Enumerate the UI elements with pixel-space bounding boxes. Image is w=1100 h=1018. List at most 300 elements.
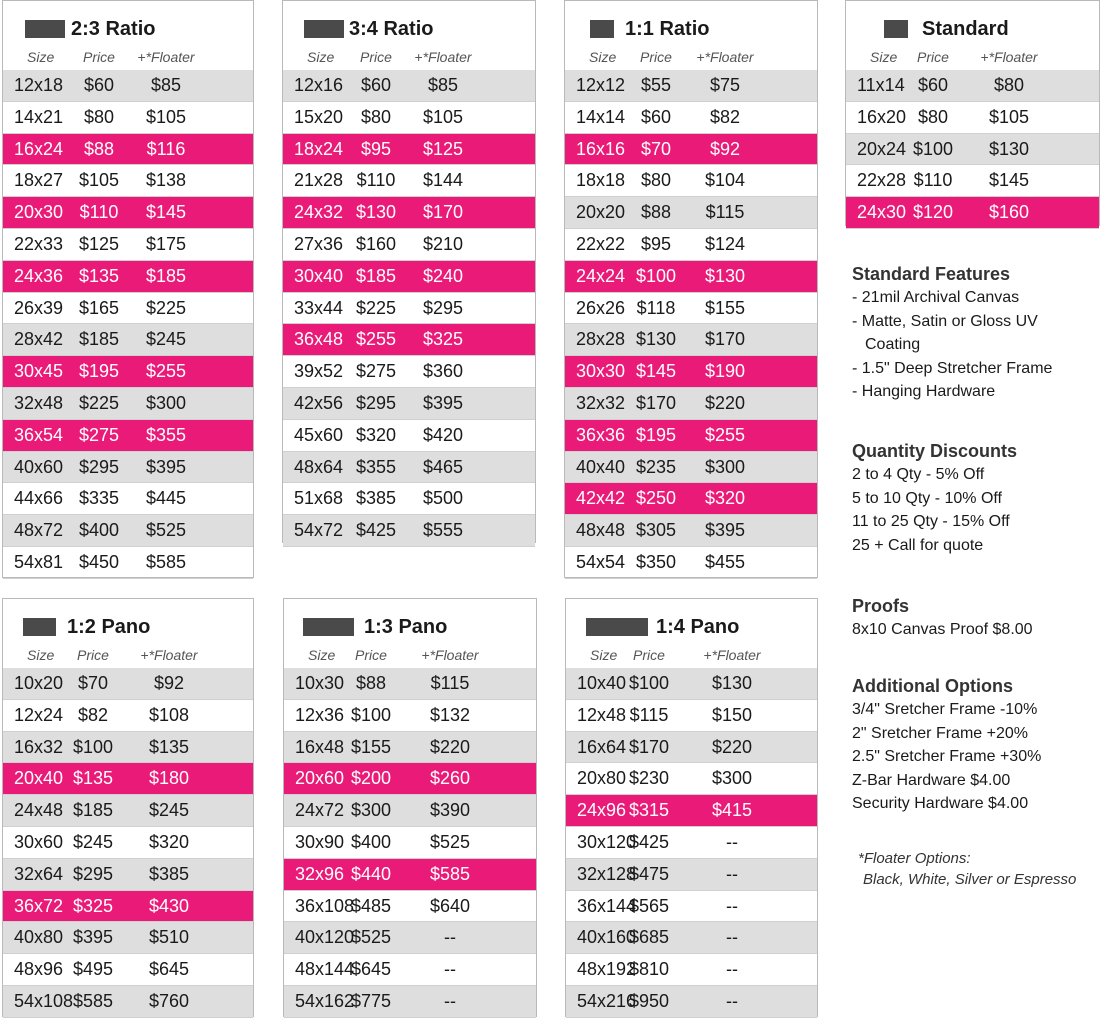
- price-cell: $225: [355, 297, 397, 318]
- price-cell: $425: [355, 520, 397, 541]
- size-cell: 18x27: [14, 170, 64, 191]
- table-row: [283, 229, 535, 261]
- size-cell: 42x42: [576, 488, 626, 509]
- table-row: [565, 70, 817, 102]
- price-cell: $950: [628, 990, 670, 1011]
- table-row: [283, 388, 535, 420]
- price-cell: $125: [78, 233, 120, 254]
- table-row: [565, 261, 817, 293]
- floater-cell: $415: [711, 800, 753, 821]
- title-swatch-icon: [25, 20, 65, 38]
- size-cell: 18x18: [576, 170, 626, 191]
- price-cell: $135: [78, 265, 120, 286]
- size-cell: 20x30: [14, 202, 64, 223]
- header-size: Size: [27, 49, 55, 65]
- table-row: [565, 452, 817, 484]
- option-item: 2" Sretcher Frame +20%: [852, 724, 1028, 742]
- header-size: Size: [27, 647, 55, 663]
- floater-cell: $190: [704, 361, 746, 382]
- floater-cell: $320: [704, 488, 746, 509]
- floater-cell: $138: [145, 170, 187, 191]
- price-cell: $200: [350, 768, 392, 789]
- floater-cell: $245: [145, 329, 187, 350]
- floater-cell: $144: [422, 170, 464, 191]
- size-cell: 36x36: [576, 424, 626, 445]
- feature-item: - Hanging Hardware: [852, 383, 996, 400]
- table-title-text: 1:4 Pano: [656, 616, 740, 638]
- floater-cell: --: [726, 831, 738, 852]
- price-cell: $295: [78, 456, 120, 477]
- table-row: [566, 763, 817, 795]
- size-cell: 14x21: [14, 106, 64, 127]
- table-row: [566, 954, 817, 986]
- floater-cell: $455: [704, 551, 746, 572]
- proofs-title: Proofs: [852, 596, 910, 616]
- floater-cell: $80: [993, 75, 1025, 95]
- title-swatch-icon: [586, 618, 648, 636]
- size-cell: 24x96: [577, 800, 627, 821]
- size-cell: 20x40: [14, 768, 64, 789]
- size-cell: 10x30: [295, 673, 345, 693]
- table-row: [283, 165, 535, 197]
- table-row: [565, 388, 817, 420]
- table-row: [284, 700, 536, 732]
- floater-cell: $430: [148, 895, 190, 916]
- size-cell: 12x12: [576, 75, 626, 95]
- header-floater: +*Floater: [414, 49, 472, 65]
- size-cell: 22x22: [576, 233, 626, 254]
- floater-cell: $260: [429, 768, 471, 789]
- size-cell: 54x162: [295, 990, 355, 1011]
- header-price: Price: [83, 49, 115, 65]
- price-cell: $82: [77, 704, 109, 725]
- price-cell: $250: [635, 488, 677, 509]
- table-title: [283, 15, 535, 43]
- table-title-text: 2:3 Ratio: [71, 18, 156, 40]
- price-cell: $585: [72, 990, 114, 1011]
- size-cell: 12x24: [14, 704, 64, 725]
- table-row: [565, 483, 817, 515]
- table-row: [3, 668, 253, 700]
- table-row: [283, 420, 535, 452]
- header-price: Price: [360, 49, 392, 65]
- discount-item: 25 + Call for quote: [852, 536, 984, 554]
- price-cell: $350: [635, 551, 677, 572]
- size-cell: 33x44: [294, 297, 344, 318]
- table-row: [284, 763, 536, 795]
- price-cell: $255: [355, 329, 397, 350]
- table-row: [284, 732, 536, 764]
- price-cell: $145: [635, 361, 677, 382]
- floater-cell: $104: [704, 170, 746, 191]
- table-row: [3, 483, 253, 515]
- table-row: [565, 547, 817, 579]
- floater-cell: $155: [704, 297, 746, 318]
- size-cell: 54x72: [294, 520, 344, 541]
- size-cell: 40x40: [576, 456, 626, 477]
- table-row: [3, 763, 253, 795]
- table-row: [284, 986, 536, 1018]
- floater-cell: $130: [704, 265, 746, 286]
- floater-cell: $445: [145, 488, 187, 509]
- floater-cell: --: [726, 990, 738, 1011]
- table-row: [3, 229, 253, 261]
- price-cell: $88: [83, 138, 115, 159]
- table-row: [565, 229, 817, 261]
- floater-cell: $385: [148, 863, 190, 884]
- price-cell: $495: [72, 959, 114, 980]
- floater-cell: $170: [422, 202, 464, 223]
- table-row: [283, 102, 535, 134]
- price-cell: $295: [72, 863, 114, 884]
- floater-cell: $125: [422, 138, 464, 159]
- table-row: [3, 102, 253, 134]
- floater-cell: $585: [429, 863, 471, 884]
- price-cell: $100: [635, 265, 677, 286]
- header-floater: +*Floater: [696, 49, 754, 65]
- table-row: [566, 986, 817, 1018]
- price-cell: $320: [355, 424, 397, 445]
- size-cell: 48x64: [294, 456, 344, 477]
- table-row: [284, 922, 536, 954]
- size-cell: 16x20: [857, 106, 907, 127]
- quantity-discounts-section: [852, 439, 1100, 557]
- price-cell: $185: [355, 265, 397, 286]
- table-header: [283, 45, 535, 69]
- table-row: [566, 700, 817, 732]
- size-cell: 16x32: [14, 736, 64, 757]
- size-cell: 21x28: [294, 170, 344, 191]
- floater-cell: $395: [704, 520, 746, 541]
- price-cell: $195: [78, 361, 120, 382]
- price-cell: $130: [355, 202, 397, 223]
- table-header: [3, 643, 253, 667]
- table-title: [566, 613, 817, 641]
- price-cell: $80: [83, 106, 115, 127]
- price-cell: $235: [635, 456, 677, 477]
- standard-features-title: Standard Features: [852, 264, 1011, 284]
- floater-cell: $525: [429, 831, 471, 852]
- floater-cell: $130: [988, 138, 1030, 159]
- size-cell: 16x16: [576, 138, 626, 159]
- floater-cell: $85: [427, 75, 459, 95]
- size-cell: 48x192: [577, 959, 637, 980]
- floater-cell: $185: [145, 265, 187, 286]
- table-row: [565, 515, 817, 547]
- table-row: [565, 134, 817, 166]
- floater-cell: $175: [145, 233, 187, 254]
- table-row: [3, 547, 253, 579]
- table-row: [3, 356, 253, 388]
- table-title: [565, 15, 817, 43]
- title-swatch-icon: [303, 618, 354, 636]
- size-cell: 22x28: [857, 170, 907, 191]
- price-cell: $315: [628, 800, 670, 821]
- size-cell: 22x33: [14, 233, 64, 254]
- price-cell: $225: [78, 392, 120, 413]
- size-cell: 12x18: [14, 75, 64, 95]
- price-table: [565, 598, 818, 1017]
- table-row: [3, 827, 253, 859]
- price-cell: $165: [78, 297, 120, 318]
- floater-cell: $555: [422, 520, 464, 541]
- table-row: [3, 70, 253, 102]
- title-swatch-icon: [590, 20, 614, 38]
- floater-cell: $325: [422, 329, 464, 350]
- floater-cell: $92: [709, 138, 741, 159]
- floater-cell: $245: [148, 800, 190, 821]
- feature-item: Coating: [865, 336, 921, 353]
- floater-cell: $640: [429, 895, 471, 916]
- size-cell: 12x48: [577, 704, 627, 725]
- size-cell: 36x54: [14, 424, 64, 445]
- size-cell: 20x24: [857, 138, 907, 159]
- price-cell: $100: [628, 673, 670, 693]
- size-cell: 10x40: [577, 673, 627, 693]
- price-table: [282, 0, 536, 543]
- table-row: [283, 483, 535, 515]
- size-cell: 36x108: [295, 895, 355, 916]
- floater-cell: $220: [704, 392, 746, 413]
- title-swatch-icon: [304, 20, 344, 38]
- header-size: Size: [870, 49, 898, 65]
- floater-cell: $390: [429, 800, 471, 821]
- price-cell: $95: [640, 233, 672, 254]
- table-row: [565, 356, 817, 388]
- size-cell: 40x120: [295, 927, 355, 948]
- size-cell: 54x54: [576, 551, 626, 572]
- header-size: Size: [590, 647, 618, 663]
- table-title-text: 1:2 Pano: [67, 616, 151, 638]
- size-cell: 30x90: [295, 831, 345, 852]
- discount-item: 2 to 4 Qty - 5% Off: [852, 466, 985, 483]
- table-row: [3, 261, 253, 293]
- header-price: Price: [640, 49, 672, 65]
- floater-cell: $465: [422, 456, 464, 477]
- table-row: [3, 197, 253, 229]
- floater-note: [858, 848, 1100, 890]
- size-cell: 48x48: [576, 520, 626, 541]
- price-table: [283, 598, 537, 1017]
- table-row: [565, 165, 817, 197]
- price-cell: $425: [628, 831, 670, 852]
- price-cell: $100: [72, 736, 114, 757]
- price-cell: $300: [350, 800, 392, 821]
- size-cell: 54x108: [14, 990, 74, 1011]
- floater-cell: $220: [429, 736, 471, 757]
- price-cell: $155: [350, 736, 392, 757]
- size-cell: 48x72: [14, 520, 64, 541]
- header-floater: +*Floater: [140, 647, 198, 663]
- size-cell: 24x48: [14, 800, 64, 821]
- floater-cell: $150: [711, 704, 753, 725]
- price-cell: $525: [350, 927, 392, 948]
- floater-cell: $124: [704, 233, 746, 254]
- size-cell: 45x60: [294, 424, 344, 445]
- price-cell: $88: [640, 202, 672, 223]
- floater-cell: --: [444, 990, 456, 1011]
- price-cell: $195: [635, 424, 677, 445]
- table-row: [283, 515, 535, 547]
- floater-cell: $130: [711, 673, 753, 693]
- size-cell: 28x42: [14, 329, 64, 350]
- size-cell: 40x60: [14, 456, 64, 477]
- size-cell: 30x60: [14, 831, 64, 852]
- floater-cell: --: [444, 959, 456, 980]
- price-cell: $400: [78, 520, 120, 541]
- price-cell: $685: [628, 927, 670, 948]
- floater-cell: $525: [145, 520, 187, 541]
- size-cell: 32x32: [576, 392, 626, 413]
- table-row: [283, 452, 535, 484]
- table-row: [846, 197, 1099, 229]
- table-row: [566, 732, 817, 764]
- floater-cell: $170: [704, 329, 746, 350]
- table-row: [3, 388, 253, 420]
- size-cell: 10x20: [14, 673, 64, 693]
- size-cell: 15x20: [294, 106, 344, 127]
- price-cell: $120: [912, 202, 954, 223]
- floater-cell: $132: [429, 704, 471, 725]
- floater-cell: $510: [148, 927, 190, 948]
- table-row: [284, 795, 536, 827]
- floater-note-line1: *Floater Options:: [858, 850, 971, 867]
- size-cell: 32x128: [577, 863, 637, 884]
- price-cell: $275: [78, 424, 120, 445]
- table-title-text: 1:3 Pano: [364, 616, 448, 638]
- price-cell: $88: [355, 673, 387, 693]
- table-header: [284, 643, 536, 667]
- additional-options-title: Additional Options: [852, 676, 1013, 696]
- price-cell: $185: [72, 800, 114, 821]
- floater-cell: $645: [148, 959, 190, 980]
- table-row: [284, 859, 536, 891]
- price-cell: $335: [78, 488, 120, 509]
- table-row: [3, 700, 253, 732]
- table-header: [3, 45, 253, 69]
- additional-options-section: [852, 674, 1100, 816]
- size-cell: 12x36: [295, 704, 345, 725]
- floater-cell: $300: [711, 768, 753, 789]
- price-cell: $80: [640, 170, 672, 191]
- floater-cell: $320: [148, 831, 190, 852]
- floater-cell: $220: [711, 736, 753, 757]
- price-cell: $810: [628, 959, 670, 980]
- table-row: [566, 859, 817, 891]
- size-cell: 24x72: [295, 800, 345, 821]
- price-cell: $160: [355, 233, 397, 254]
- title-swatch-icon: [23, 618, 56, 636]
- floater-cell: $135: [148, 736, 190, 757]
- header-floater: +*Floater: [421, 647, 479, 663]
- price-cell: $230: [628, 768, 670, 789]
- table-row: [283, 293, 535, 325]
- floater-cell: --: [726, 927, 738, 948]
- size-cell: 14x14: [576, 106, 626, 127]
- table-header: [565, 45, 817, 69]
- floater-cell: $116: [146, 138, 186, 159]
- floater-note-line2: Black, White, Silver or Espresso: [863, 871, 1077, 888]
- price-cell: $115: [629, 704, 669, 725]
- price-cell: $325: [72, 895, 114, 916]
- table-row: [3, 324, 253, 356]
- table-row: [284, 954, 536, 986]
- floater-cell: $585: [145, 551, 187, 572]
- price-cell: $80: [360, 106, 392, 127]
- table-row: [284, 891, 536, 923]
- floater-cell: $145: [988, 170, 1030, 191]
- price-cell: $450: [78, 551, 120, 572]
- size-cell: 54x216: [577, 990, 637, 1011]
- proofs-section: [852, 594, 1100, 642]
- header-size: Size: [589, 49, 617, 65]
- table-row: [565, 102, 817, 134]
- price-cell: $485: [350, 895, 392, 916]
- size-cell: 30x30: [576, 361, 626, 382]
- price-cell: $95: [360, 138, 392, 159]
- table-row: [3, 293, 253, 325]
- size-cell: 20x80: [577, 768, 627, 789]
- floater-cell: $500: [422, 488, 464, 509]
- header-size: Size: [308, 647, 336, 663]
- header-floater: +*Floater: [703, 647, 761, 663]
- header-floater: +*Floater: [137, 49, 195, 65]
- table-row: [3, 859, 253, 891]
- option-item: 2.5" Sretcher Frame +30%: [852, 748, 1042, 765]
- size-cell: 27x36: [294, 233, 344, 254]
- price-cell: $385: [355, 488, 397, 509]
- floater-cell: $240: [422, 265, 464, 286]
- size-cell: 36x72: [14, 895, 64, 916]
- table-header: [846, 45, 1099, 69]
- price-cell: $110: [79, 202, 119, 223]
- price-cell: $55: [640, 75, 672, 95]
- floater-cell: $255: [145, 361, 187, 382]
- size-cell: 48x96: [14, 959, 64, 980]
- floater-cell: $395: [422, 392, 464, 413]
- price-cell: $135: [72, 768, 114, 789]
- floater-cell: $115: [705, 202, 745, 223]
- floater-cell: $105: [422, 106, 464, 127]
- floater-cell: $108: [148, 704, 190, 725]
- size-cell: 16x64: [577, 736, 627, 757]
- size-cell: 20x20: [576, 202, 626, 223]
- table-row: [3, 452, 253, 484]
- size-cell: 12x16: [294, 75, 344, 95]
- table-title-text: Standard: [922, 18, 1009, 40]
- size-cell: 42x56: [294, 392, 344, 413]
- table-row: [3, 891, 253, 923]
- price-cell: $110: [913, 170, 953, 191]
- price-cell: $170: [628, 736, 670, 757]
- floater-cell: $82: [709, 106, 741, 127]
- size-cell: 24x30: [857, 202, 907, 223]
- table-row: [846, 102, 1099, 134]
- price-cell: $60: [640, 106, 672, 127]
- floater-cell: $295: [422, 297, 464, 318]
- price-cell: $775: [350, 990, 392, 1011]
- table-row: [3, 732, 253, 764]
- size-cell: 20x60: [295, 768, 345, 789]
- table-row: [566, 795, 817, 827]
- header-price: Price: [77, 647, 109, 663]
- floater-cell: $420: [422, 424, 464, 445]
- floater-cell: $210: [422, 233, 464, 254]
- price-cell: $395: [72, 927, 114, 948]
- table-row: [3, 420, 253, 452]
- price-cell: $245: [72, 831, 114, 852]
- feature-item: - Matte, Satin or Gloss UV: [852, 312, 1038, 330]
